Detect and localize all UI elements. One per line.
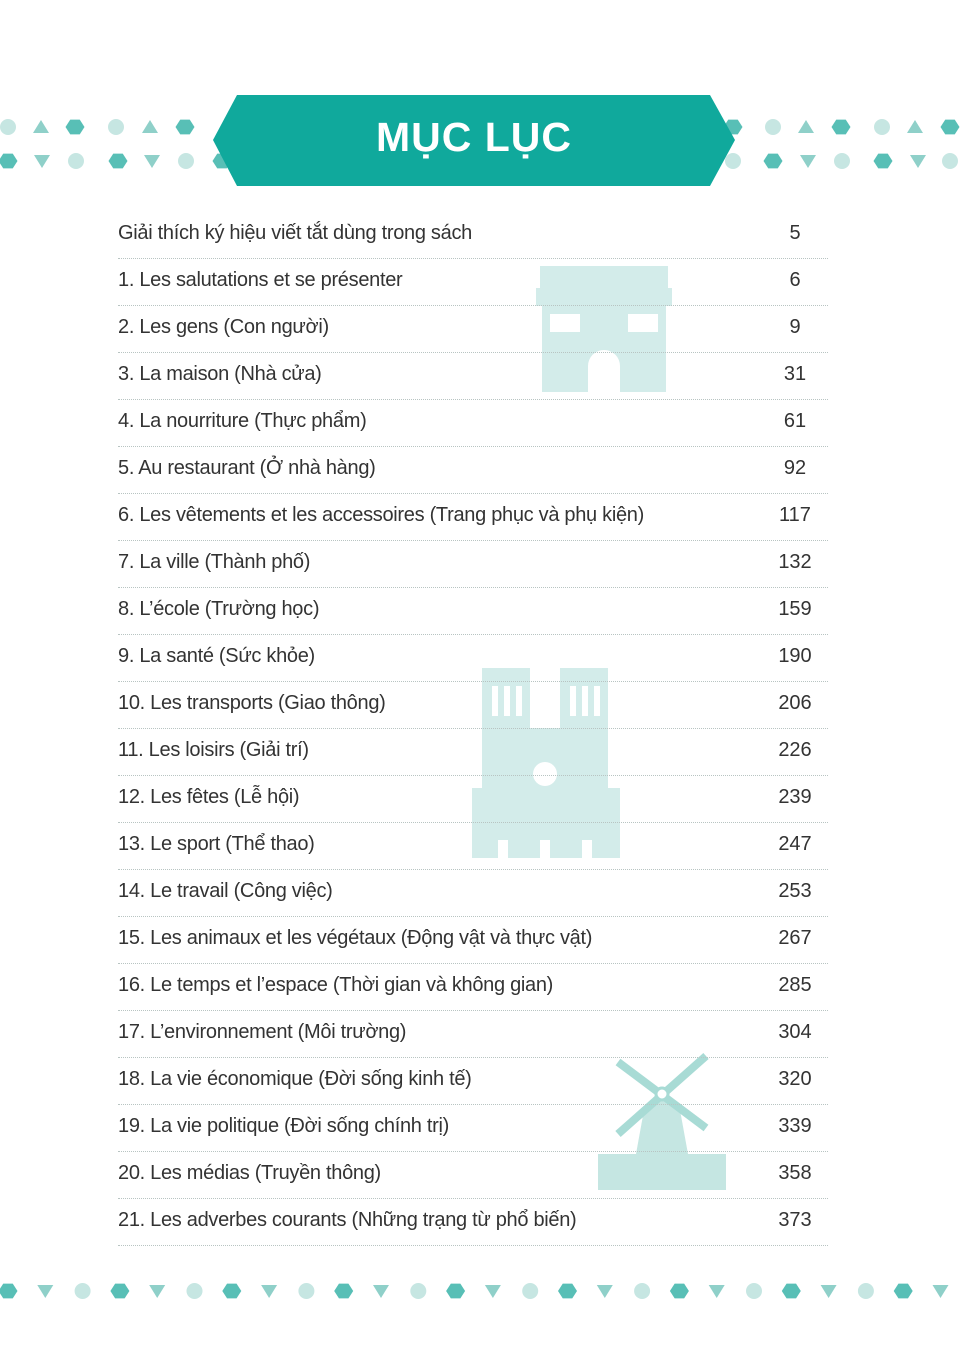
toc-entry-page: 247 xyxy=(778,833,812,855)
toc-entry[interactable] xyxy=(118,306,828,353)
toc-entry-label: 16. Le temps et l’espace (Thời gian và không gian) xyxy=(118,974,554,996)
toc-entry-label: 5. Au restaurant (Ở nhà hàng) xyxy=(118,457,376,479)
toc-entry-label: 20. Les médias (Truyền thông) xyxy=(118,1162,381,1184)
toc-entry-label: 4. La nourriture (Thực phẩm) xyxy=(118,410,367,432)
toc-entry[interactable] xyxy=(118,1105,828,1152)
toc-entry-label: 6. Les vêtements et les accessoires (Trang phục và phụ kiện) xyxy=(118,504,644,526)
triangle-dot xyxy=(597,1285,613,1298)
toc-entry-page: 239 xyxy=(778,786,812,808)
toc-entry-page: 190 xyxy=(778,645,812,667)
title-banner xyxy=(0,0,961,200)
hexagon-dot xyxy=(446,1284,465,1299)
toc-entry-label: 11. Les loisirs (Giải trí) xyxy=(118,739,309,761)
triangle-dot xyxy=(37,1285,53,1298)
toc-entry-label: 17. L’environnement (Môi trường) xyxy=(118,1021,407,1043)
toc-entry-page: 253 xyxy=(778,880,812,902)
toc-entry-page: 226 xyxy=(778,739,812,761)
toc-entry-label: 18. La vie économique (Đời sống kinh tế) xyxy=(118,1068,472,1090)
triangle-dot xyxy=(933,1285,949,1298)
toc-entry[interactable] xyxy=(118,212,828,259)
toc-entry-page: 92 xyxy=(783,457,807,479)
triangle-dot xyxy=(709,1285,725,1298)
toc-entry-page: 373 xyxy=(778,1209,812,1231)
toc-entry[interactable] xyxy=(118,259,828,306)
hexagon-dot xyxy=(670,1284,689,1299)
hexagon-dot xyxy=(110,1284,129,1299)
circle-dot xyxy=(298,1283,314,1299)
toc-entry-page: 320 xyxy=(778,1068,812,1090)
toc-entry[interactable] xyxy=(118,400,828,447)
triangle-dot xyxy=(485,1285,501,1298)
toc-entry-label: Giải thích ký hiệu viết tắt dùng trong sách xyxy=(118,222,472,244)
toc-entry-page: 285 xyxy=(778,974,812,996)
toc-entry[interactable] xyxy=(118,964,828,1011)
toc-entry-page: 9 xyxy=(789,316,801,338)
triangle-dot xyxy=(149,1285,165,1298)
toc-entry-label: 12. Les fêtes (Lễ hội) xyxy=(118,786,300,808)
toc-entry-page: 339 xyxy=(778,1115,812,1137)
page-title: MỤC LỤC xyxy=(375,114,573,160)
toc-entry-label: 21. Les adverbes courants (Những trạng từ phổ biến) xyxy=(118,1209,577,1231)
toc-entry-page: 304 xyxy=(778,1021,812,1043)
toc-entry[interactable] xyxy=(118,541,828,588)
toc-entry-page: 61 xyxy=(783,410,807,432)
toc-entry-label: 14. Le travail (Công việc) xyxy=(118,880,333,902)
hexagon-dot xyxy=(222,1284,241,1299)
toc-entry[interactable] xyxy=(118,870,828,917)
triangle-dot xyxy=(373,1285,389,1298)
hexagon-dot xyxy=(558,1284,577,1299)
toc-entry-page: 31 xyxy=(783,363,807,385)
toc-entry[interactable] xyxy=(118,1199,828,1246)
toc-entry[interactable] xyxy=(118,823,828,870)
toc-entry[interactable] xyxy=(118,917,828,964)
circle-dot xyxy=(522,1283,538,1299)
toc-entry-label: 13. Le sport (Thể thao) xyxy=(118,833,315,855)
circle-dot xyxy=(746,1283,762,1299)
toc-entry[interactable] xyxy=(118,1152,828,1199)
hexagon-dot xyxy=(894,1284,913,1299)
toc-entry-label: 8. L’école (Trường học) xyxy=(118,598,320,620)
triangle-dot xyxy=(821,1285,837,1298)
toc-entry[interactable] xyxy=(118,447,828,494)
table-of-contents xyxy=(118,212,828,1246)
toc-entry-page: 6 xyxy=(789,269,801,291)
toc-entry-label: 7. La ville (Thành phố) xyxy=(118,551,311,573)
circle-dot xyxy=(75,1283,91,1299)
toc-entry[interactable] xyxy=(118,682,828,729)
circle-dot xyxy=(634,1283,650,1299)
hexagon-dot xyxy=(0,1284,18,1299)
toc-entry-label: 9. La santé (Sức khỏe) xyxy=(118,645,315,667)
toc-entry-page: 132 xyxy=(778,551,812,573)
toc-entry-label: 3. La maison (Nhà cửa) xyxy=(118,363,322,385)
toc-entry[interactable] xyxy=(118,588,828,635)
hexagon-dot xyxy=(334,1284,353,1299)
toc-entry-page: 159 xyxy=(778,598,812,620)
toc-entry-label: 1. Les salutations et se présenter xyxy=(118,269,403,291)
toc-entry[interactable] xyxy=(118,494,828,541)
circle-dot xyxy=(410,1283,426,1299)
triangle-dot xyxy=(261,1285,277,1298)
circle-dot xyxy=(858,1283,874,1299)
toc-entry-page: 117 xyxy=(779,504,811,526)
toc-entry[interactable] xyxy=(118,1058,828,1105)
toc-entry-page: 267 xyxy=(778,927,812,949)
toc-entry-label: 15. Les animaux et les végétaux (Động vật và thực vật) xyxy=(118,927,593,949)
toc-entry[interactable] xyxy=(118,729,828,776)
toc-entry-label: 2. Les gens (Con người) xyxy=(118,316,329,338)
toc-entry[interactable] xyxy=(118,635,828,682)
toc-entry-label: 19. La vie politique (Đời sống chính trị) xyxy=(118,1115,449,1137)
toc-entry[interactable] xyxy=(118,353,828,400)
hexagon-dot xyxy=(782,1284,801,1299)
circle-dot xyxy=(187,1283,203,1299)
toc-entry-page: 358 xyxy=(778,1162,812,1184)
toc-entry-page: 5 xyxy=(789,222,801,244)
toc-entry-page: 206 xyxy=(778,692,812,714)
toc-entry[interactable] xyxy=(118,776,828,823)
toc-entry[interactable] xyxy=(118,1011,828,1058)
toc-entry-label: 10. Les transports (Giao thông) xyxy=(118,692,386,714)
